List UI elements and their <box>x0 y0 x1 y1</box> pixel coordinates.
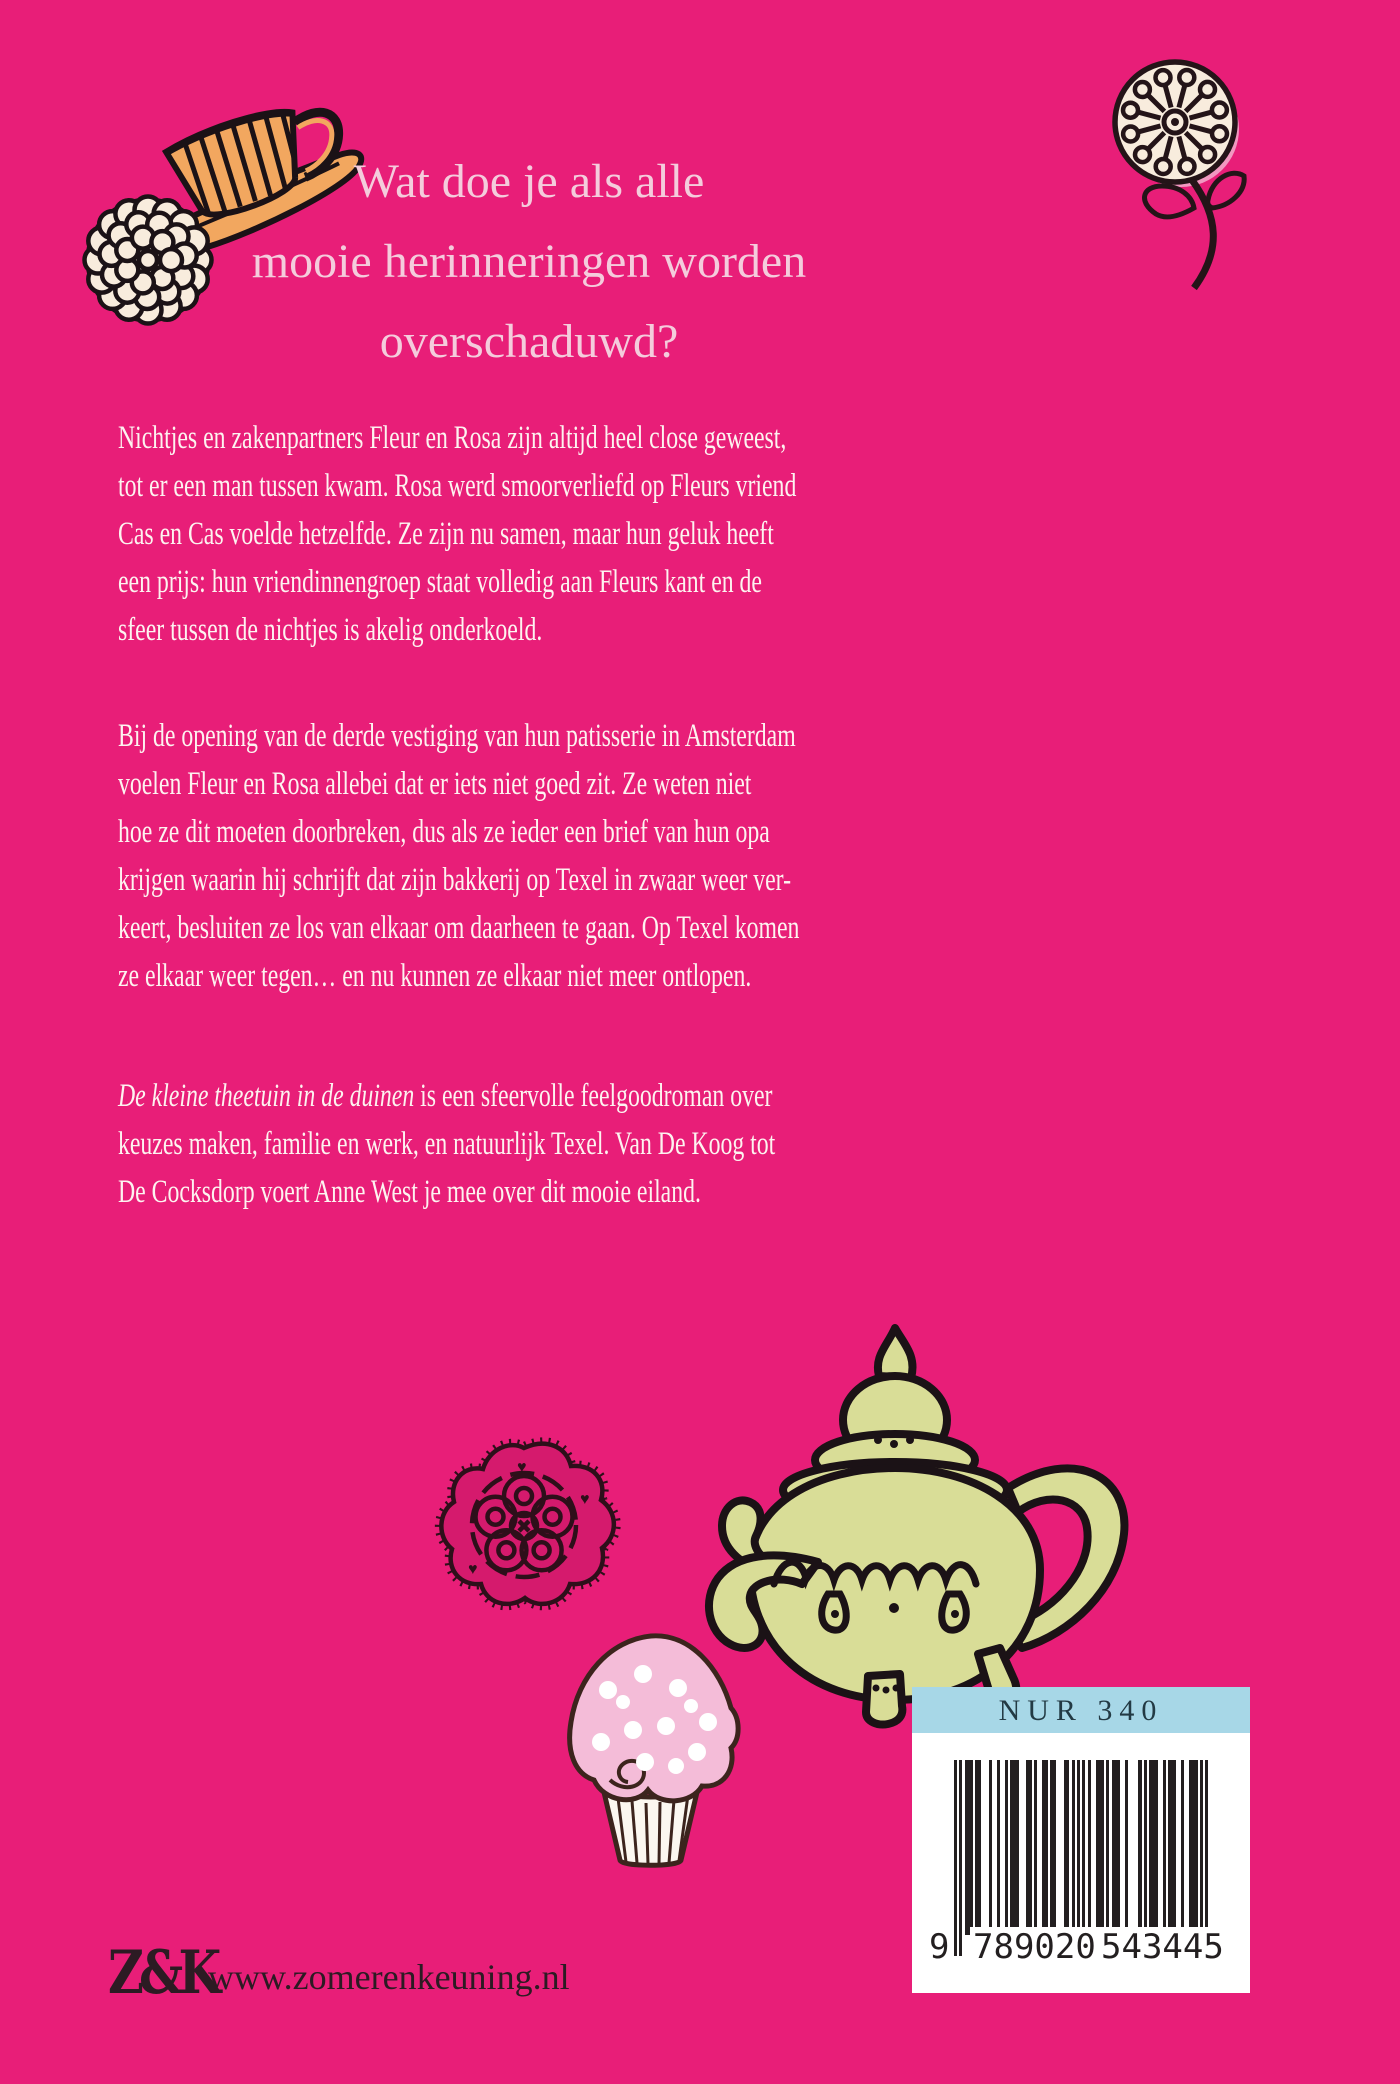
ean-left-group: 789020 <box>970 1927 1099 1967</box>
barcode-bar <box>1173 1760 1176 1935</box>
paragraph <box>118 712 946 1000</box>
barcode-bar <box>1106 1760 1109 1935</box>
body-line: tot er een man tussen kwam. Rosa werd smoorverliefd op Fleurs vriend <box>118 468 797 504</box>
illustration-detail <box>1212 126 1227 141</box>
body-line: voelen Fleur en Rosa allebei dat er iets niet goed zit. Ze weten niet <box>118 766 752 802</box>
body-line: sfeer tussen de nichtjes is akelig onderkoeld. <box>118 612 543 648</box>
ean-right-group: 543445 <box>1098 1927 1227 1967</box>
svg-text:♥: ♥ <box>580 1491 590 1508</box>
barcode-bar <box>1117 1760 1120 1935</box>
illustration-detail <box>1135 82 1150 97</box>
illustration-detail <box>1200 147 1215 162</box>
teapot-foot-front <box>866 1674 902 1725</box>
headline-line: Wat doe je als alle <box>353 155 705 208</box>
teapot-finial <box>878 1328 913 1378</box>
barcode-bar <box>1138 1760 1141 1935</box>
barcode-bar <box>1195 1760 1198 1935</box>
body-line: Cas en Cas voelde hetzelfde. Ze zijn nu samen, maar hun geluk heeft <box>118 516 774 552</box>
barcode-bar <box>989 1760 992 1935</box>
paragraph <box>118 414 946 654</box>
barcode-bar <box>1066 1760 1069 1935</box>
ean-digits <box>912 1927 1250 1967</box>
barcode-bar <box>1045 1760 1048 1935</box>
body-line: keuzes maken, familie en werk, en natuurlijk Texel. Van De Koog tot <box>118 1126 776 1162</box>
body-line: krijgen waarin hij schrijft dat zijn bakkerij op Texel in zwaar weer ver- <box>118 862 791 898</box>
headline-line: mooie herinneringen worden <box>251 235 807 288</box>
body-line: hoe ze dit moeten doorbreken, dus als ze ieder een brief van hun opa <box>118 814 770 850</box>
rosette-cookie-illustration <box>432 1438 617 1613</box>
barcode-bar <box>1181 1760 1184 1935</box>
body-line: Nichtjes en zakenpartners Fleur en Rosa zijn altijd heel close geweest, <box>118 420 787 456</box>
barcode-bar <box>970 1760 973 1935</box>
barcode-bar <box>978 1760 981 1935</box>
svg-text:♥: ♥ <box>517 1459 527 1476</box>
barcode-bar <box>997 1760 1000 1935</box>
paragraph <box>118 1072 946 1216</box>
illustration-detail <box>1123 103 1138 118</box>
publisher-website: www.zomerenkeuning.nl <box>208 1957 570 1997</box>
svg-text:♥: ♥ <box>468 1561 478 1578</box>
barcode-bar <box>1155 1760 1158 1935</box>
barcode-bar <box>1088 1760 1091 1935</box>
headline-line: overschaduwd? <box>379 315 679 368</box>
body-line: De kleine theetuin in de duinen is een sfeervolle feelgoodroman over <box>118 1078 773 1114</box>
body-line: een prijs: hun vriendinnengroep staat volledig aan Fleurs kant en de <box>118 564 762 600</box>
barcode-bar <box>1163 1760 1166 1935</box>
illustration-detail <box>1200 82 1215 97</box>
body-line: ze elkaar weer tegen… en nu kunnen ze elkaar niet meer ontlopen. <box>118 958 752 994</box>
barcode-bar <box>1034 1760 1037 1935</box>
barcode-bar <box>1072 1760 1075 1935</box>
illustration-detail <box>1135 147 1150 162</box>
ean-first-digit: 9 <box>926 1927 952 1967</box>
illustration-detail <box>1156 159 1171 174</box>
barcode-bar <box>1005 1760 1008 1935</box>
barcode-bar <box>1144 1760 1147 1935</box>
barcode-bar <box>1029 1760 1032 1935</box>
illustration-detail <box>1212 103 1227 118</box>
nur-badge: NUR 340 <box>912 1687 1250 1733</box>
leaf-left <box>1145 186 1194 217</box>
headline <box>118 142 940 382</box>
barcode-bar <box>1015 1760 1018 1935</box>
publisher-logo: Z&K <box>108 1938 217 2008</box>
body-line: Bij de opening van de derde vestiging van hun patisserie in Amsterdam <box>118 718 796 754</box>
barcode-panel <box>912 1687 1250 1993</box>
leaf-right <box>1208 173 1245 208</box>
illustration-detail <box>1123 127 1138 142</box>
barcode-bar <box>1101 1760 1104 1935</box>
cupcake-illustration <box>548 1630 753 1870</box>
barcode-bar <box>1053 1760 1056 1935</box>
illustration-detail <box>1180 159 1195 174</box>
dandelion-flower-illustration <box>1080 50 1260 290</box>
illustration-detail <box>1179 70 1194 85</box>
illustration-detail <box>1156 70 1171 85</box>
barcode-bar <box>1125 1760 1128 1935</box>
body-line: De Cocksdorp voert Anne West je mee over dit mooie eiland. <box>118 1174 701 1210</box>
body-line: keert, besluiten ze los van elkaar om daarheen te gaan. Op Texel komen <box>118 910 800 946</box>
